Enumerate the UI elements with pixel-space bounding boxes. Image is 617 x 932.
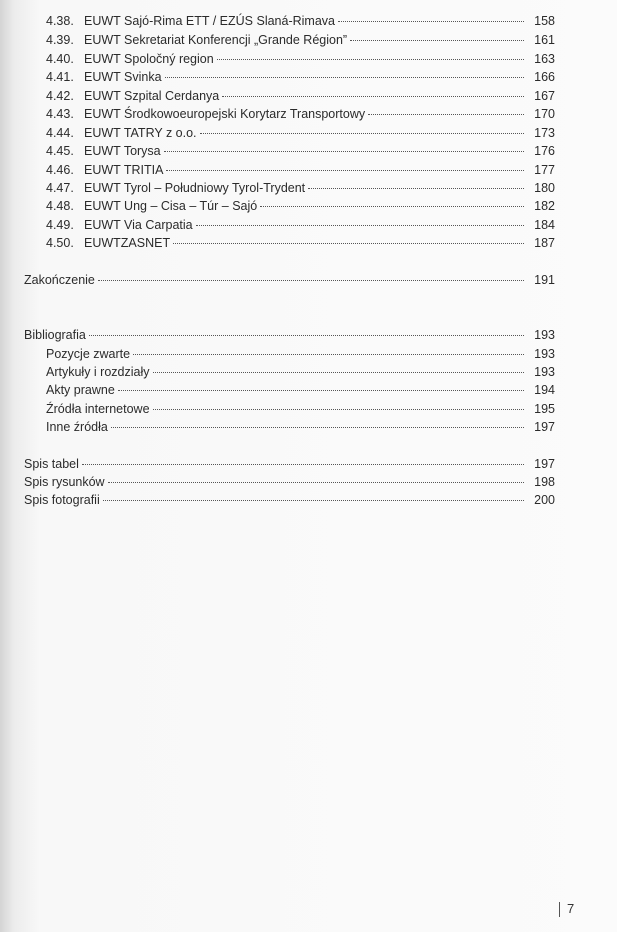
entry-title: Spis tabel — [24, 457, 79, 471]
toc-entry[interactable] — [46, 31, 555, 49]
entry-title: Artykuły i rozdziały — [46, 365, 150, 379]
entry-page: 177 — [534, 163, 555, 177]
entry-number: 4.42. — [46, 89, 74, 103]
entry-page: 161 — [534, 33, 555, 47]
entry-title: EUWT Sekretariat Konferencji „Grande Région” — [84, 33, 348, 47]
entry-page: 170 — [534, 107, 555, 121]
entry-number: 4.41. — [46, 70, 74, 84]
toc-entry[interactable] — [46, 234, 555, 252]
entry-title: EUWT Szpital Cerdanya — [84, 89, 220, 103]
entry-title: EUWT Środkowoeuropejski Korytarz Transportowy — [84, 107, 366, 121]
toc-subentry[interactable] — [46, 363, 555, 381]
toc-entry[interactable] — [46, 161, 555, 179]
toc-entry-bibliography[interactable] — [24, 326, 555, 344]
footer-divider — [559, 902, 560, 917]
toc-entry[interactable] — [46, 197, 555, 215]
toc-entry[interactable] — [46, 124, 555, 142]
entry-title: EUWT Ung – Cisa – Túr – Sajó — [84, 199, 258, 213]
entry-title: EUWT TATRY z o.o. — [84, 126, 197, 140]
entry-page: 198 — [534, 475, 555, 489]
leader-dots — [98, 280, 524, 281]
leader-dots — [108, 482, 524, 483]
leader-dots — [350, 40, 524, 41]
entry-page: 194 — [534, 383, 555, 397]
leader-dots — [133, 354, 524, 355]
entry-title: EUWT TRITIA — [84, 163, 164, 177]
entry-page: 193 — [534, 365, 555, 379]
entry-number: 4.38. — [46, 14, 74, 28]
entry-page: 187 — [534, 236, 555, 250]
entry-title: Pozycje zwarte — [46, 347, 131, 361]
entry-title: Zakończenie — [24, 273, 95, 287]
leader-dots — [338, 21, 524, 22]
leader-dots — [173, 243, 524, 244]
leader-dots — [200, 133, 524, 134]
entry-page: 193 — [534, 347, 555, 361]
entry-number: 4.45. — [46, 144, 74, 158]
toc-entry[interactable] — [46, 179, 555, 197]
leader-dots — [308, 188, 524, 189]
entry-number: 4.44. — [46, 126, 74, 140]
entry-number: 4.39. — [46, 33, 74, 47]
entry-title: Spis rysunków — [24, 475, 105, 489]
leader-dots — [89, 335, 524, 336]
entry-page: 184 — [534, 218, 555, 232]
entry-title: EUWTZASNET — [84, 236, 171, 250]
toc-subentry[interactable] — [46, 381, 555, 399]
entry-number: 4.47. — [46, 181, 74, 195]
leader-dots — [153, 372, 525, 373]
leader-dots — [165, 77, 524, 78]
toc-subentry[interactable] — [46, 418, 555, 436]
toc-entry-conclusion[interactable] — [24, 271, 555, 289]
toc-entry[interactable] — [46, 87, 555, 105]
entry-page: 166 — [534, 70, 555, 84]
leader-dots — [222, 96, 524, 97]
page-footer — [559, 900, 574, 918]
toc-subentry[interactable] — [46, 400, 555, 418]
entry-page: 176 — [534, 144, 555, 158]
entry-page: 158 — [534, 14, 555, 28]
leader-dots — [368, 114, 524, 115]
entry-page: 191 — [534, 273, 555, 287]
toc-entry[interactable] — [46, 142, 555, 160]
leader-dots — [166, 170, 524, 171]
leader-dots — [196, 225, 524, 226]
toc-entry[interactable] — [46, 216, 555, 234]
entry-page: 193 — [534, 328, 555, 342]
entry-number: 4.50. — [46, 236, 74, 250]
entry-number: 4.40. — [46, 52, 74, 66]
leader-dots — [217, 59, 524, 60]
toc-entry-list[interactable] — [24, 455, 555, 473]
leader-dots — [103, 500, 524, 501]
leader-dots — [260, 206, 524, 207]
leader-dots — [118, 390, 524, 391]
leader-dots — [82, 464, 524, 465]
entry-number: 4.49. — [46, 218, 74, 232]
toc-entry[interactable] — [46, 105, 555, 123]
entry-title: Inne źródła — [46, 420, 108, 434]
entry-title: Bibliografia — [24, 328, 86, 342]
entry-number: 4.48. — [46, 199, 74, 213]
entry-page: 195 — [534, 402, 555, 416]
entry-page: 182 — [534, 199, 555, 213]
toc-subentry[interactable] — [46, 345, 555, 363]
entry-number: 4.43. — [46, 107, 74, 121]
entry-title: Akty prawne — [46, 383, 115, 397]
entry-title: EUWT Spoločný region — [84, 52, 214, 66]
toc-entry[interactable] — [46, 12, 555, 30]
entry-title: Spis fotografii — [24, 493, 100, 507]
leader-dots — [111, 427, 524, 428]
toc-entry[interactable] — [46, 68, 555, 86]
entry-number: 4.46. — [46, 163, 74, 177]
toc-entry[interactable] — [46, 50, 555, 68]
entry-title: Źródła internetowe — [46, 402, 150, 416]
entry-page: 163 — [534, 52, 555, 66]
entry-page: 200 — [534, 493, 555, 507]
leader-dots — [153, 409, 524, 410]
entry-title: EUWT Svinka — [84, 70, 162, 84]
toc-entry-list[interactable] — [24, 491, 555, 509]
entry-title: EUWT Via Carpatia — [84, 218, 193, 232]
entry-title: EUWT Sajó-Rima ETT / EZÚS Slaná-Rimava — [84, 14, 335, 28]
page-number: 7 — [567, 901, 575, 916]
entry-page: 197 — [534, 420, 555, 434]
entry-page: 173 — [534, 126, 555, 140]
entry-title: EUWT Tyrol – Południowy Tyrol-Trydent — [84, 181, 306, 195]
entry-page: 197 — [534, 457, 555, 471]
entry-page: 167 — [534, 89, 555, 103]
toc-entry-list[interactable] — [24, 473, 555, 491]
leader-dots — [164, 151, 524, 152]
entry-title: EUWT Torysa — [84, 144, 161, 158]
entry-page: 180 — [534, 181, 555, 195]
